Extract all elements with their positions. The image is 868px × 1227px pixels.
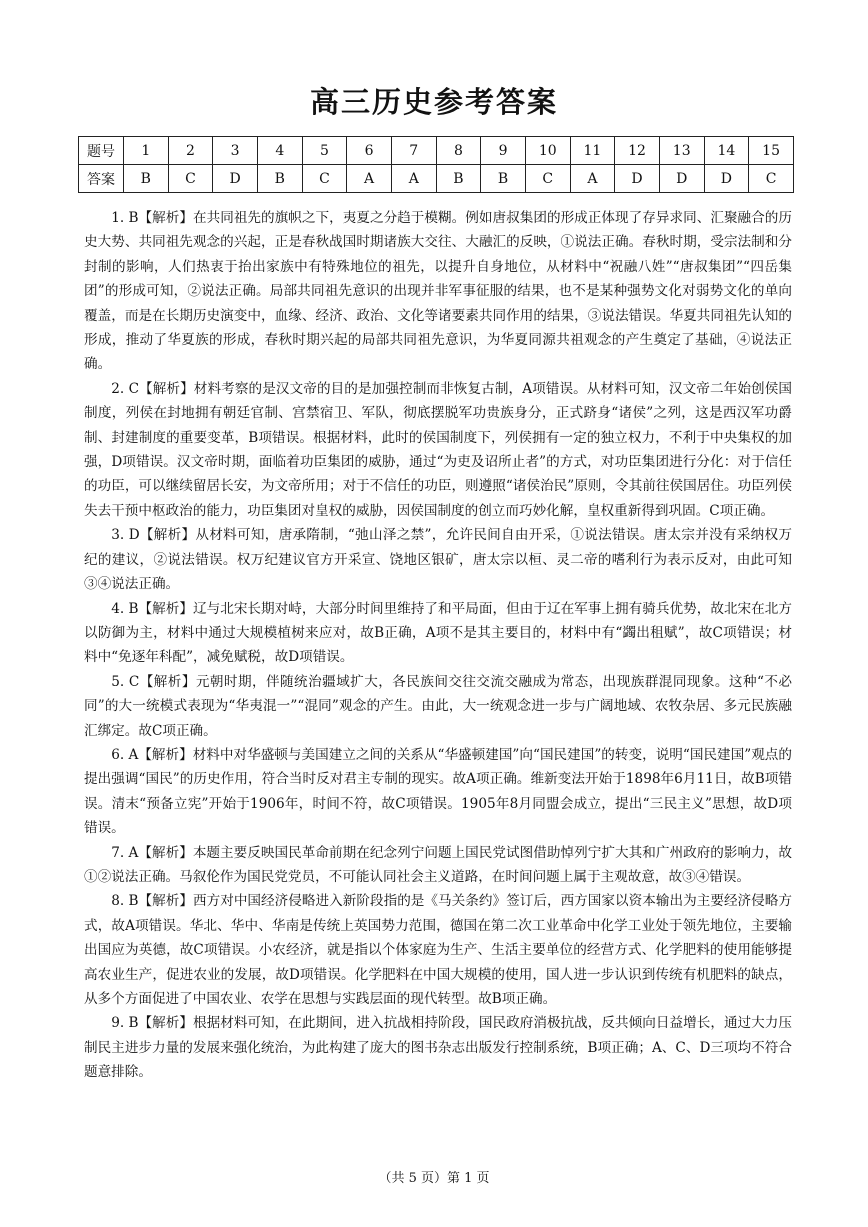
question-number: 2 bbox=[168, 137, 213, 165]
page-footer: （共 5 页）第 1 页 bbox=[378, 1171, 490, 1186]
question-number: 14 bbox=[704, 137, 749, 165]
table-row-answers bbox=[79, 165, 794, 193]
question-number: 6 bbox=[347, 137, 392, 165]
question-number: 13 bbox=[659, 137, 704, 165]
explanation-paragraph: 8. B【解析】西方对中国经济侵略进入新阶段指的是《马关条约》签订后，西方国家以资本输出为主要经济侵略方式，故A项错误。华北、华中、华南是传统上英国势力范围，德国在第二次工业革命中化学工业处于领先地位，主要输出国应为英德，故C项错误。小农经济，就是指以个体家庭为生产、生活主要单位的经营方式、化学肥料的使用能够提高农业生产，促进农业的发展，故D项错误。化学肥料在中国大规模的使用，国人进一步认识到传统有机肥料的缺点，从多个方面促进了中国农业、农学在思想与实践层面的现代转型。故B项正确。 bbox=[84, 893, 792, 1007]
answer-cell: B bbox=[481, 165, 526, 193]
explanation-paragraph: 4. B【解析】辽与北宋长期对峙，大部分时间里维持了和平局面，但由于辽在军事上拥有骑兵优势，故北宋在北方以防御为主，材料中通过大规模植树来应对，故B正确，A项不是其主要目的，材料中有“蠲出租赋”，故C项错误；材料中“免逐年科配”，减免赋税，故D项错误。 bbox=[84, 600, 792, 666]
explanation-paragraph: 3. D【解析】从材料可知，唐承隋制，“弛山泽之禁”，允许民间自由开采，①说法错误。唐太宗并没有采纳权万纪的建议，②说法错误。权万纪建议官方开采宣、饶地区银矿，唐太宗以桓、灵二帝的嗜利行为表示反对，由此可知③④说法正确。 bbox=[84, 527, 792, 593]
explanation-paragraph: 9. B【解析】根据材料可知，在此期间，进入抗战相持阶段，国民政府消极抗战，反共倾向日益增长，通过大力压制民主进步力量的发展来强化统治，为此构建了庞大的图书杂志出版发行控制系统，B项正确；A、C、D三项均不符合题意排除。 bbox=[84, 1015, 792, 1081]
question-number: 9 bbox=[481, 137, 526, 165]
question-number: 5 bbox=[302, 137, 347, 165]
row-label: 题号 bbox=[79, 137, 124, 165]
question-number: 7 bbox=[391, 137, 436, 165]
answer-cell: C bbox=[749, 165, 794, 193]
answer-cell: D bbox=[704, 165, 749, 193]
table-row-numbers bbox=[79, 137, 794, 165]
answer-cell: C bbox=[525, 165, 570, 193]
row-label: 答案 bbox=[79, 165, 124, 193]
answer-cell: A bbox=[347, 165, 392, 193]
answer-cell: B bbox=[257, 165, 302, 193]
question-number: 10 bbox=[525, 137, 570, 165]
answer-cell: D bbox=[213, 165, 258, 193]
explanation-body bbox=[84, 206, 792, 1085]
question-number: 15 bbox=[749, 137, 794, 165]
answer-cell: D bbox=[659, 165, 704, 193]
explanation-paragraph: 7. A【解析】本题主要反映国民革命前期在纪念列宁问题上国民党试图借助悼列宁扩大其和广州政府的影响力，故①②说法正确。马叙伦作为国民党党员，不可能认同社会主义道路，在时间问题上属于主观故意，故③④错误。 bbox=[84, 844, 792, 885]
answer-cell: C bbox=[168, 165, 213, 193]
answer-cell: B bbox=[436, 165, 481, 193]
answer-cell: D bbox=[615, 165, 660, 193]
answer-cell: A bbox=[570, 165, 615, 193]
question-number: 3 bbox=[213, 137, 258, 165]
answer-cell: C bbox=[302, 165, 347, 193]
explanation-paragraph: 5. C【解析】元朝时期，伴随统治疆域扩大，各民族间交往交流交融成为常态，出现族群混同现象。这种“不必同”的大一统模式表现为“华夷混一”“混同”观念的产生。由此，大一统观念进一步与广阔地域、农牧杂居、多元民族融汇绑定。故C项正确。 bbox=[84, 673, 792, 739]
answer-table bbox=[78, 136, 794, 193]
page-title: 高三历史参考答案 bbox=[309, 85, 558, 119]
question-number: 1 bbox=[124, 137, 169, 165]
explanation-paragraph: 6. A【解析】材料中对华盛顿与美国建立之间的关系从“华盛顿建国”向“国民建国”的转变，说明“国民建国”观点的提出强调“国民”的历史作用，符合当时反对君主专制的现实。故A项正确。维新变法开始于1898年6月11日，故B项错误。清末“预备立宪”开始于1906年，时间不符，故C项错误。1905年8月同盟会成立，提出“三民主义”思想，故D项错误。 bbox=[84, 746, 792, 837]
question-number: 12 bbox=[615, 137, 660, 165]
answer-cell: A bbox=[391, 165, 436, 193]
answer-cell: B bbox=[124, 165, 169, 193]
question-number: 8 bbox=[436, 137, 481, 165]
question-number: 4 bbox=[257, 137, 302, 165]
question-number: 11 bbox=[570, 137, 615, 165]
explanation-paragraph: 2. C【解析】材料考察的是汉文帝的目的是加强控制而非恢复古制，A项错误。从材料可知，汉文帝二年始创侯国制度，列侯在封地拥有朝廷官制、宫禁宿卫、军队，彻底摆脱军功贵族身分，正式跻身“诸侯”之列，这是西汉军功爵制、封建制度的重要变革，B项错误。根据材料，此时的侯国制度下，列侯拥有一定的独立权力，不利于中央集权的加强，D项错误。汉文帝时期，面临着功臣集团的威胁，通过“为吏及诏所止者”的方式，对功臣集团进行分化：对于信任的功臣，可以继续留居长安，为文帝所用；对于不信任的功臣，则遵照“诸侯治民”原则，令其前往侯国居住。功臣列侯失去干预中枢政治的能力，功臣集团对皇权的威胁，因侯国制度的创立而巧妙化解，皇权重新得到巩固。C项正确。 bbox=[84, 380, 792, 519]
explanation-paragraph: 1. B【解析】在共同祖先的旗帜之下，夷夏之分趋于模糊。例如唐叔集团的形成正体现了存异求同、汇聚融合的历史大势、共同祖先观念的兴起，正是春秋战国时期诸族大交往、大融汇的反映，①说法正确。春秋时期，受宗法制和分封制的影响，人们热衷于抬出家族中有特殊地位的祖先，以提升自身地位，从材料中“祝融八姓”“唐叔集团”“四岳集团”的形成可知，②说法正确。局部共同祖先意识的出现并非军事征服的结果，也不是某种强势文化对弱势文化的单向覆盖，而是在长期历史演变中，血缘、经济、政治、文化等诸要素共同作用的结果，③说法错误。华夏共同祖先认知的形成，推动了华夏族的形成，春秋时期兴起的局部共同祖先意识，为华夏同源共祖观念的产生奠定了基础，④说法正确。 bbox=[84, 210, 792, 373]
